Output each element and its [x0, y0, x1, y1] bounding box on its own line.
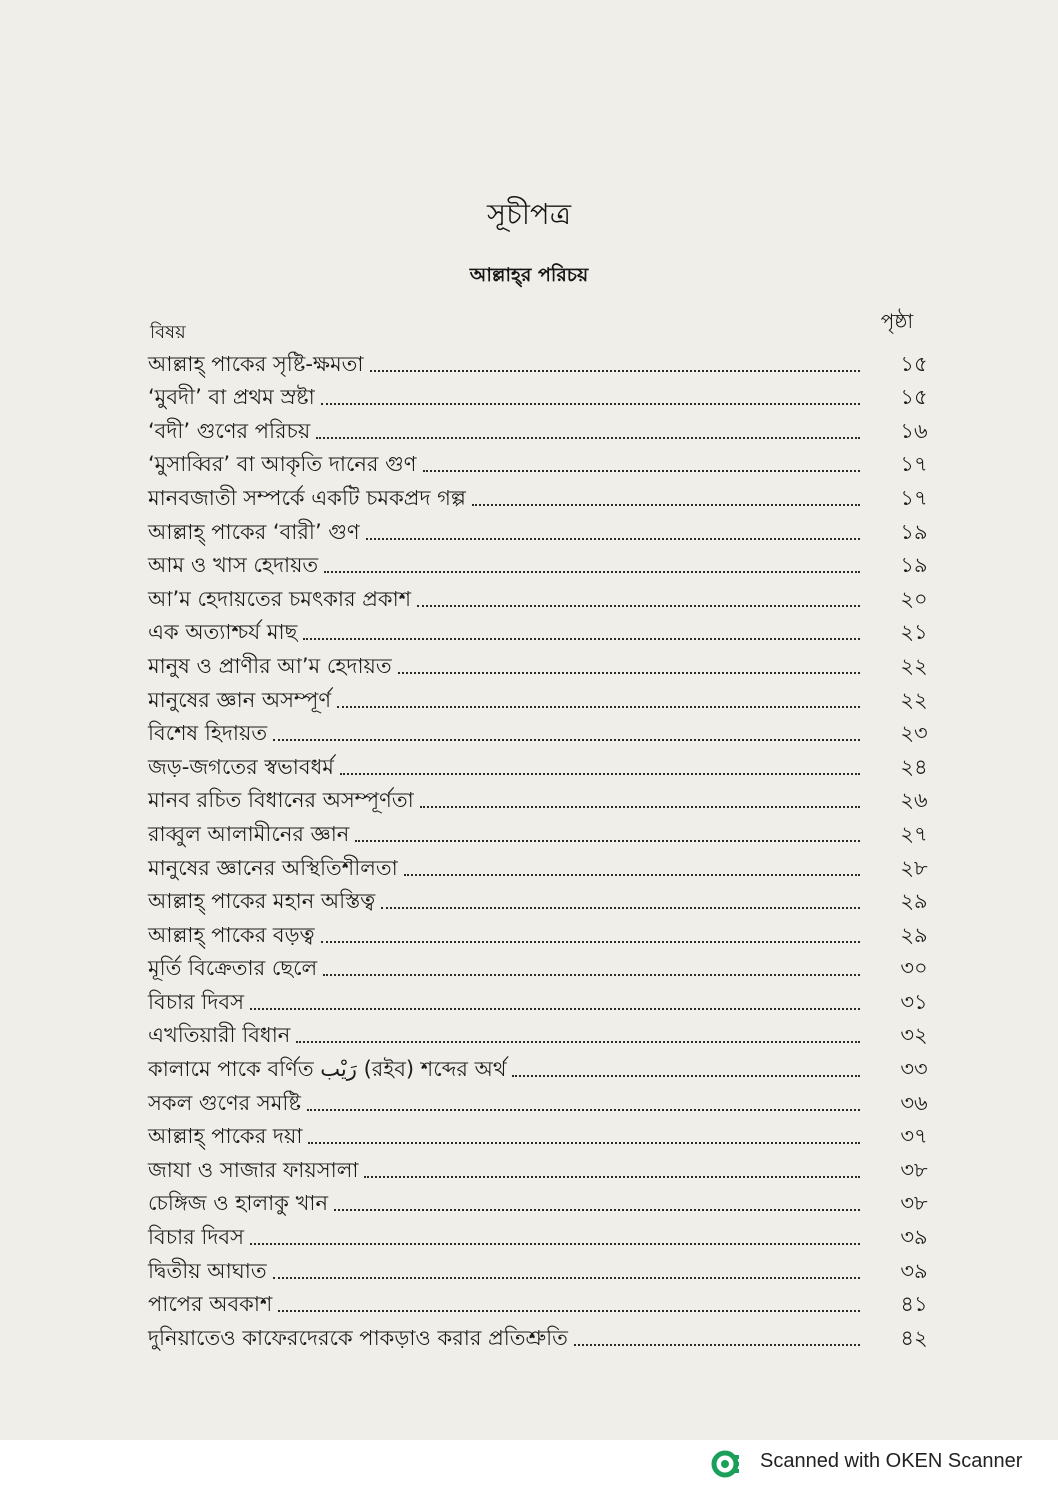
scanner-watermark-text: Scanned with OKEN Scanner	[760, 1450, 1023, 1472]
toc-entry	[148, 612, 938, 646]
toc-entry-title: মানুষের জ্ঞান অসম্পূর্ণ	[148, 687, 332, 712]
toc-entry-page: ৩৬	[900, 1090, 928, 1115]
toc-entry	[148, 578, 938, 612]
toc-entry	[148, 1317, 938, 1351]
toc-entry-title: মানব রচিত বিধানের অসম্পূর্ণতা	[148, 788, 414, 813]
page-title: সূচীপত্র	[486, 197, 572, 231]
toc-entry	[148, 1250, 938, 1284]
toc-leader-dots	[250, 1008, 860, 1010]
toc-leader-dots	[398, 672, 860, 674]
toc-leader-dots	[417, 605, 860, 607]
toc-entry-page: ১৯	[900, 553, 928, 578]
toc-leader-dots	[340, 773, 860, 775]
toc-entry-title: দুনিয়াতেও কাফেরদেরকে পাকড়াও করার প্রতিশ্রুতি	[148, 1325, 568, 1350]
toc-entry	[148, 1284, 938, 1318]
bleed-through-header	[500, 55, 560, 85]
toc-entry-title: এখতিয়ারী বিধান	[148, 1023, 291, 1048]
toc-entry	[148, 813, 938, 847]
toc-leader-dots	[273, 1277, 860, 1279]
toc-entry-title: পাপের অবকাশ	[148, 1292, 273, 1317]
toc-entry	[148, 545, 938, 579]
toc-leader-dots	[420, 806, 860, 808]
column-heading-page: পৃষ্ঠা	[880, 309, 914, 333]
toc-leader-dots	[321, 941, 860, 943]
toc-entry	[148, 1048, 938, 1082]
toc-entry	[148, 410, 938, 444]
toc-entry	[148, 679, 938, 713]
toc-entry-title: ‘বদী’ গুণের পরিচয়	[148, 418, 311, 443]
toc-entry-page: ৪২	[900, 1325, 928, 1350]
toc-entry	[148, 511, 938, 545]
toc-leader-dots	[250, 1243, 860, 1245]
toc-leader-dots	[355, 840, 860, 842]
toc-leader-dots	[323, 974, 860, 976]
toc-entry-title: মানবজাতী সম্পর্কে একটি চমকপ্রদ গল্প	[148, 485, 466, 510]
toc-entry-page: ১৫	[900, 385, 928, 410]
toc-entry-title: দ্বিতীয় আঘাত	[148, 1258, 267, 1283]
toc-entry-title: আল্লাহ্‌ পাকের মহান অস্তিত্ব	[148, 889, 376, 914]
toc-leader-dots	[574, 1344, 860, 1346]
toc-entry	[148, 645, 938, 679]
toc-entry	[148, 780, 938, 814]
toc-entry	[148, 948, 938, 982]
toc-entry	[148, 1082, 938, 1116]
toc-entry-page: ২৪	[900, 754, 928, 779]
toc-entry-title: মানুষ ও প্রাণীর আ’ম হেদায়ত	[148, 653, 392, 678]
toc-entry-title: আল্লাহ্‌ পাকের সৃষ্টি-ক্ষমতা	[148, 351, 364, 376]
toc-entry-page: ৩০	[900, 956, 928, 981]
toc-entry-page: ৩১	[900, 989, 928, 1014]
toc-entry-title: রাব্বুল আলামীনের জ্ঞান	[148, 821, 350, 846]
toc-entry	[148, 377, 938, 411]
toc-entry-page: ৩৯	[900, 1225, 928, 1250]
toc-leader-dots	[316, 437, 860, 439]
toc-entry-page: ২১	[900, 620, 928, 645]
toc-entry-page: ২০	[900, 586, 928, 611]
toc-entry-title: জড়-জগতের স্বভাবধর্ম	[148, 754, 334, 779]
column-heading-subject: বিষয়	[150, 322, 186, 343]
toc-entry-page: ৩৩	[900, 1057, 928, 1082]
toc-entry-title: মূর্তি বিক্রেতার ছেলে	[148, 956, 318, 981]
toc-entry-page: ২৩	[900, 721, 928, 746]
toc-entry-page: ২৬	[900, 788, 928, 813]
toc-entry-title: আ’ম হেদায়তের চমৎকার প্রকাশ	[148, 586, 412, 611]
toc-entry	[148, 343, 938, 377]
toc-entry-title: ‘মুবদী’ বা প্রথম স্রষ্টা	[148, 385, 315, 410]
toc-entry	[148, 914, 938, 948]
toc-leader-dots	[296, 1041, 860, 1043]
toc-leader-dots	[273, 739, 860, 741]
toc-entry-page: ২৯	[900, 889, 928, 914]
toc-leader-dots	[381, 907, 860, 909]
toc-entry-title: আম ও খাস হেদায়ত	[148, 553, 319, 578]
toc-entry	[148, 847, 938, 881]
toc-leader-dots	[337, 706, 860, 708]
toc-entry	[148, 477, 938, 511]
toc-entry-page: ৩২	[900, 1023, 928, 1048]
section-heading: আল্লাহ্‌র পরিচয়	[469, 264, 589, 286]
toc-entry-page: ১৭	[900, 452, 928, 477]
toc-entry-page: ১৬	[900, 418, 928, 443]
toc-entry-page: ৩৮	[900, 1157, 928, 1182]
toc-entry-title: বিচার দিবস	[148, 1225, 244, 1250]
toc-entry-title: চেঙ্গিজ ও হালাকু খান	[148, 1191, 329, 1216]
toc-entry-page: ৩৮	[900, 1191, 928, 1216]
toc-entry-page: ৩৯	[900, 1258, 928, 1283]
toc-leader-dots	[472, 504, 860, 506]
table-of-contents	[148, 343, 938, 1351]
toc-entry-title: এক অত্যাশ্চর্য মাছ	[148, 620, 298, 645]
toc-entry-title: মানুষের জ্ঞানের অস্থিতিশীলতা	[148, 855, 398, 880]
toc-entry-page: ১৫	[900, 351, 928, 376]
toc-leader-dots	[278, 1310, 860, 1312]
toc-entry	[148, 1149, 938, 1183]
toc-leader-dots	[370, 370, 861, 372]
toc-leader-dots	[303, 638, 860, 640]
toc-entry-title: বিশেষ হিদায়ত	[148, 721, 268, 746]
toc-leader-dots	[334, 1209, 860, 1211]
toc-entry-title: আল্লাহ্‌ পাকের বড়ত্ব	[148, 922, 315, 947]
toc-entry-title: বিচার দিবস	[148, 989, 244, 1014]
toc-entry	[148, 1216, 938, 1250]
toc-leader-dots	[423, 470, 861, 472]
toc-entry	[148, 713, 938, 747]
oken-scanner-logo-icon	[710, 1447, 744, 1481]
toc-entry-page: ১৭	[900, 485, 928, 510]
toc-entry	[148, 881, 938, 915]
toc-leader-dots	[512, 1075, 860, 1077]
toc-entry-page: ২৯	[900, 922, 928, 947]
toc-entry	[148, 1015, 938, 1049]
toc-leader-dots	[366, 538, 860, 540]
toc-entry-page: ৪১	[900, 1292, 928, 1317]
toc-entry-page: ২৮	[900, 855, 928, 880]
toc-entry-title: আল্লাহ্‌ পাকের দয়া	[148, 1124, 303, 1149]
toc-leader-dots	[404, 874, 860, 876]
toc-entry	[148, 444, 938, 478]
toc-entry-page: ২২	[900, 653, 928, 678]
toc-entry-page: ২২	[900, 687, 928, 712]
toc-entry-page: ২৭	[900, 821, 928, 846]
toc-entry-page: ১৯	[900, 519, 928, 544]
toc-leader-dots	[307, 1109, 860, 1111]
toc-entry	[148, 1183, 938, 1217]
toc-entry	[148, 746, 938, 780]
toc-leader-dots	[321, 403, 860, 405]
toc-entry	[148, 1116, 938, 1150]
toc-entry-title: আল্লাহ্‌ পাকের ‘বারী’ গুণ	[148, 519, 360, 544]
toc-entry-page: ৩৭	[900, 1124, 928, 1149]
toc-entry-title: কালামে পাকে বর্ণিত رَيْب (রইব) শব্দের অর্থ	[148, 1057, 507, 1082]
toc-leader-dots	[364, 1176, 860, 1178]
toc-entry	[148, 981, 938, 1015]
toc-entry-title: জাযা ও সাজার ফায়সালা	[148, 1157, 359, 1182]
toc-leader-dots	[324, 571, 860, 573]
toc-entry-title: সকল গুণের সমষ্টি	[148, 1090, 302, 1115]
toc-entry-title: ‘মুসাব্বির’ বা আকৃতি দানের গুণ	[148, 452, 417, 477]
toc-leader-dots	[308, 1142, 860, 1144]
